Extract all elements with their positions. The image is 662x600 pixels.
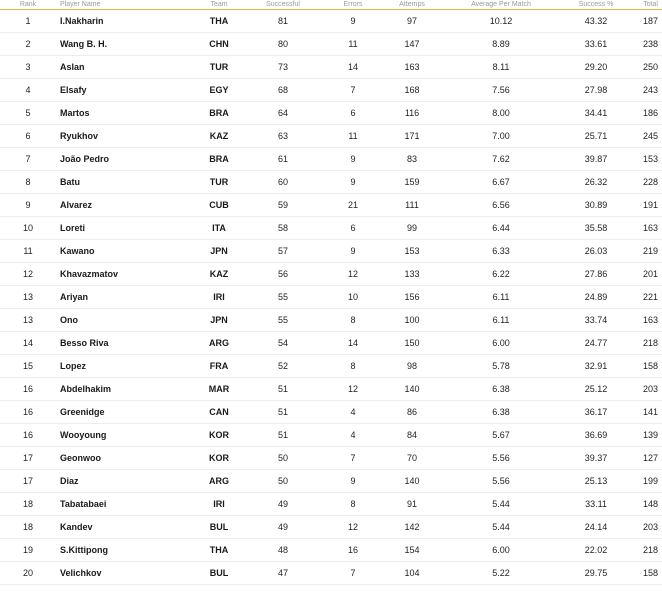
cell-successful: 48	[244, 539, 322, 562]
cell-player-name: Loreti	[56, 217, 194, 240]
cell-team: EGY	[194, 79, 244, 102]
cell-average-per-match: 6.00	[440, 539, 562, 562]
cell-attempts: 156	[384, 286, 440, 309]
cell-total: 158	[630, 355, 662, 378]
cell-rank: 19	[0, 539, 56, 562]
table-row[interactable]	[0, 401, 662, 424]
column-header-average-per-match[interactable]: Average Per Match	[440, 0, 562, 10]
cell-rank: 17	[0, 470, 56, 493]
cell-successful: 51	[244, 401, 322, 424]
cell-rank: 5	[0, 102, 56, 125]
cell-successful: 81	[244, 10, 322, 33]
cell-total: 219	[630, 240, 662, 263]
table-row[interactable]	[0, 171, 662, 194]
cell-team: MAR	[194, 378, 244, 401]
cell-success-pct: 27.86	[562, 263, 630, 286]
cell-total: 163	[630, 217, 662, 240]
cell-attempts: 140	[384, 378, 440, 401]
table-row[interactable]	[0, 194, 662, 217]
cell-errors: 11	[322, 125, 384, 148]
cell-player-name: Khavazmatov	[56, 263, 194, 286]
cell-success-pct: 29.75	[562, 562, 630, 585]
cell-rank: 8	[0, 171, 56, 194]
cell-player-name: Ryukhov	[56, 125, 194, 148]
cell-attempts: 100	[384, 309, 440, 332]
cell-player-name: Ono	[56, 309, 194, 332]
cell-rank: 14	[0, 332, 56, 355]
cell-attempts: 153	[384, 240, 440, 263]
cell-total: 228	[630, 171, 662, 194]
cell-average-per-match: 8.00	[440, 102, 562, 125]
cell-player-name: I.Nakharin	[56, 10, 194, 33]
cell-successful: 57	[244, 240, 322, 263]
cell-errors: 4	[322, 424, 384, 447]
cell-successful: 80	[244, 33, 322, 56]
table-row[interactable]	[0, 79, 662, 102]
cell-total: 187	[630, 10, 662, 33]
cell-success-pct: 36.17	[562, 401, 630, 424]
cell-team: IRI	[194, 493, 244, 516]
cell-successful: 54	[244, 332, 322, 355]
cell-team: KOR	[194, 424, 244, 447]
cell-rank: 10	[0, 217, 56, 240]
cell-success-pct: 39.37	[562, 447, 630, 470]
cell-rank: 16	[0, 401, 56, 424]
cell-successful: 51	[244, 424, 322, 447]
cell-attempts: 163	[384, 56, 440, 79]
cell-total: 201	[630, 263, 662, 286]
cell-team: TUR	[194, 56, 244, 79]
column-header-team[interactable]: Team	[194, 0, 244, 10]
column-header-attempts[interactable]: Attemps	[384, 0, 440, 10]
cell-successful: 55	[244, 309, 322, 332]
cell-attempts: 86	[384, 401, 440, 424]
cell-total: 191	[630, 194, 662, 217]
cell-total: 141	[630, 401, 662, 424]
cell-average-per-match: 6.38	[440, 378, 562, 401]
cell-errors: 12	[322, 516, 384, 539]
cell-rank: 13	[0, 286, 56, 309]
cell-success-pct: 25.71	[562, 125, 630, 148]
cell-team: CUB	[194, 194, 244, 217]
cell-rank: 4	[0, 79, 56, 102]
header-row	[0, 0, 662, 10]
cell-team: BRA	[194, 102, 244, 125]
cell-team: FRA	[194, 355, 244, 378]
cell-successful: 55	[244, 286, 322, 309]
cell-errors: 9	[322, 10, 384, 33]
cell-attempts: 99	[384, 217, 440, 240]
table-row[interactable]	[0, 562, 662, 585]
cell-attempts: 84	[384, 424, 440, 447]
cell-average-per-match: 6.11	[440, 309, 562, 332]
cell-team: ARG	[194, 470, 244, 493]
cell-success-pct: 27.98	[562, 79, 630, 102]
cell-successful: 64	[244, 102, 322, 125]
cell-average-per-match: 8.11	[440, 56, 562, 79]
cell-successful: 58	[244, 217, 322, 240]
cell-average-per-match: 5.56	[440, 447, 562, 470]
table-row[interactable]	[0, 355, 662, 378]
cell-total: 203	[630, 516, 662, 539]
cell-attempts: 159	[384, 171, 440, 194]
cell-average-per-match: 7.00	[440, 125, 562, 148]
cell-player-name: Tabatabaei	[56, 493, 194, 516]
cell-average-per-match: 6.38	[440, 401, 562, 424]
cell-team: KAZ	[194, 263, 244, 286]
cell-total: 139	[630, 424, 662, 447]
cell-attempts: 154	[384, 539, 440, 562]
cell-errors: 8	[322, 493, 384, 516]
cell-total: 199	[630, 470, 662, 493]
cell-total: 250	[630, 56, 662, 79]
cell-player-name: Lopez	[56, 355, 194, 378]
cell-total: 218	[630, 539, 662, 562]
cell-attempts: 70	[384, 447, 440, 470]
cell-rank: 15	[0, 355, 56, 378]
cell-successful: 51	[244, 378, 322, 401]
cell-average-per-match: 5.67	[440, 424, 562, 447]
cell-successful: 56	[244, 263, 322, 286]
cell-average-per-match: 6.22	[440, 263, 562, 286]
cell-success-pct: 29.20	[562, 56, 630, 79]
cell-success-pct: 36.69	[562, 424, 630, 447]
cell-average-per-match: 5.78	[440, 355, 562, 378]
table-row[interactable]	[0, 263, 662, 286]
cell-average-per-match: 7.56	[440, 79, 562, 102]
cell-attempts: 98	[384, 355, 440, 378]
cell-rank: 9	[0, 194, 56, 217]
cell-success-pct: 35.58	[562, 217, 630, 240]
cell-average-per-match: 5.56	[440, 470, 562, 493]
cell-success-pct: 25.13	[562, 470, 630, 493]
cell-team: THA	[194, 539, 244, 562]
cell-team: JPN	[194, 309, 244, 332]
cell-errors: 6	[322, 102, 384, 125]
cell-errors: 7	[322, 562, 384, 585]
table-row[interactable]	[0, 309, 662, 332]
cell-rank: 20	[0, 562, 56, 585]
table-header	[0, 0, 662, 10]
cell-successful: 47	[244, 562, 322, 585]
table-row[interactable]	[0, 102, 662, 125]
cell-success-pct: 33.11	[562, 493, 630, 516]
cell-errors: 9	[322, 240, 384, 263]
cell-success-pct: 30.89	[562, 194, 630, 217]
table-row[interactable]	[0, 125, 662, 148]
cell-player-name: Greenidge	[56, 401, 194, 424]
cell-total: 163	[630, 309, 662, 332]
cell-total: 127	[630, 447, 662, 470]
cell-attempts: 97	[384, 10, 440, 33]
cell-success-pct: 39.87	[562, 148, 630, 171]
cell-errors: 7	[322, 447, 384, 470]
cell-errors: 6	[322, 217, 384, 240]
cell-successful: 61	[244, 148, 322, 171]
column-header-successful[interactable]: Successful	[244, 0, 322, 10]
cell-success-pct: 26.32	[562, 171, 630, 194]
column-header-rank[interactable]: Rank	[0, 0, 56, 10]
cell-average-per-match: 6.11	[440, 286, 562, 309]
cell-success-pct: 24.89	[562, 286, 630, 309]
cell-successful: 50	[244, 447, 322, 470]
cell-team: KOR	[194, 447, 244, 470]
cell-success-pct: 22.02	[562, 539, 630, 562]
cell-player-name: Alvarez	[56, 194, 194, 217]
cell-rank: 6	[0, 125, 56, 148]
cell-successful: 60	[244, 171, 322, 194]
cell-successful: 68	[244, 79, 322, 102]
table-row[interactable]	[0, 10, 662, 33]
cell-errors: 4	[322, 401, 384, 424]
table-row[interactable]	[0, 493, 662, 516]
cell-player-name: Wang B. H.	[56, 33, 194, 56]
cell-errors: 16	[322, 539, 384, 562]
cell-attempts: 168	[384, 79, 440, 102]
cell-total: 238	[630, 33, 662, 56]
cell-successful: 49	[244, 493, 322, 516]
cell-rank: 16	[0, 378, 56, 401]
cell-average-per-match: 8.89	[440, 33, 562, 56]
table-row[interactable]	[0, 424, 662, 447]
cell-total: 245	[630, 125, 662, 148]
cell-player-name: Diaz	[56, 470, 194, 493]
table-row[interactable]	[0, 148, 662, 171]
cell-success-pct: 32.91	[562, 355, 630, 378]
cell-team: BRA	[194, 148, 244, 171]
cell-team: CAN	[194, 401, 244, 424]
cell-rank: 18	[0, 516, 56, 539]
cell-success-pct: 33.61	[562, 33, 630, 56]
cell-attempts: 104	[384, 562, 440, 585]
cell-total: 186	[630, 102, 662, 125]
cell-success-pct: 24.14	[562, 516, 630, 539]
table-row[interactable]	[0, 332, 662, 355]
cell-attempts: 147	[384, 33, 440, 56]
cell-errors: 8	[322, 355, 384, 378]
cell-rank: 17	[0, 447, 56, 470]
cell-player-name: S.Kittipong	[56, 539, 194, 562]
cell-team: BUL	[194, 562, 244, 585]
cell-rank: 12	[0, 263, 56, 286]
table-row[interactable]	[0, 33, 662, 56]
cell-average-per-match: 7.62	[440, 148, 562, 171]
cell-attempts: 83	[384, 148, 440, 171]
cell-rank: 13	[0, 309, 56, 332]
table-row[interactable]	[0, 217, 662, 240]
cell-errors: 9	[322, 470, 384, 493]
cell-team: TUR	[194, 171, 244, 194]
cell-success-pct: 24.77	[562, 332, 630, 355]
cell-player-name: João Pedro	[56, 148, 194, 171]
cell-rank: 11	[0, 240, 56, 263]
table-row[interactable]	[0, 286, 662, 309]
column-header-success-pct[interactable]: Success %	[562, 0, 630, 10]
cell-player-name: Ariyan	[56, 286, 194, 309]
cell-errors: 12	[322, 378, 384, 401]
cell-player-name: Velichkov	[56, 562, 194, 585]
cell-player-name: Wooyoung	[56, 424, 194, 447]
cell-average-per-match: 6.44	[440, 217, 562, 240]
cell-team: KAZ	[194, 125, 244, 148]
cell-total: 243	[630, 79, 662, 102]
table-row[interactable]	[0, 447, 662, 470]
cell-attempts: 142	[384, 516, 440, 539]
cell-average-per-match: 5.44	[440, 516, 562, 539]
table-row[interactable]	[0, 539, 662, 562]
cell-errors: 9	[322, 148, 384, 171]
cell-player-name: Aslan	[56, 56, 194, 79]
table-body	[0, 10, 662, 585]
cell-attempts: 133	[384, 263, 440, 286]
cell-errors: 10	[322, 286, 384, 309]
cell-attempts: 111	[384, 194, 440, 217]
table-row[interactable]	[0, 56, 662, 79]
cell-team: JPN	[194, 240, 244, 263]
cell-player-name: Geonwoo	[56, 447, 194, 470]
table-row[interactable]	[0, 378, 662, 401]
cell-successful: 59	[244, 194, 322, 217]
table-row[interactable]	[0, 470, 662, 493]
cell-player-name: Kawano	[56, 240, 194, 263]
cell-successful: 52	[244, 355, 322, 378]
cell-player-name: Batu	[56, 171, 194, 194]
cell-total: 153	[630, 148, 662, 171]
cell-total: 218	[630, 332, 662, 355]
cell-team: THA	[194, 10, 244, 33]
cell-player-name: Elsafy	[56, 79, 194, 102]
cell-rank: 18	[0, 493, 56, 516]
cell-errors: 12	[322, 263, 384, 286]
cell-average-per-match: 6.67	[440, 171, 562, 194]
cell-average-per-match: 6.56	[440, 194, 562, 217]
column-header-total[interactable]: Total	[630, 0, 662, 10]
cell-rank: 7	[0, 148, 56, 171]
cell-attempts: 116	[384, 102, 440, 125]
table-row[interactable]	[0, 516, 662, 539]
cell-total: 158	[630, 562, 662, 585]
cell-errors: 9	[322, 171, 384, 194]
cell-rank: 1	[0, 10, 56, 33]
cell-attempts: 140	[384, 470, 440, 493]
cell-attempts: 171	[384, 125, 440, 148]
cell-success-pct: 25.12	[562, 378, 630, 401]
cell-errors: 14	[322, 332, 384, 355]
cell-attempts: 150	[384, 332, 440, 355]
cell-average-per-match: 5.44	[440, 493, 562, 516]
cell-success-pct: 43.32	[562, 10, 630, 33]
cell-rank: 3	[0, 56, 56, 79]
cell-total: 148	[630, 493, 662, 516]
cell-player-name: Kandev	[56, 516, 194, 539]
cell-player-name: Abdelhakim	[56, 378, 194, 401]
cell-team: ITA	[194, 217, 244, 240]
cell-errors: 21	[322, 194, 384, 217]
cell-success-pct: 33.74	[562, 309, 630, 332]
cell-team: ARG	[194, 332, 244, 355]
cell-errors: 7	[322, 79, 384, 102]
cell-errors: 8	[322, 309, 384, 332]
cell-team: BUL	[194, 516, 244, 539]
cell-successful: 50	[244, 470, 322, 493]
cell-team: IRI	[194, 286, 244, 309]
cell-rank: 16	[0, 424, 56, 447]
cell-success-pct: 34.41	[562, 102, 630, 125]
table-row[interactable]	[0, 240, 662, 263]
cell-average-per-match: 6.33	[440, 240, 562, 263]
cell-success-pct: 26.03	[562, 240, 630, 263]
cell-player-name: Besso Riva	[56, 332, 194, 355]
cell-player-name: Martos	[56, 102, 194, 125]
cell-average-per-match: 6.00	[440, 332, 562, 355]
column-header-player-name[interactable]: Player Name	[56, 0, 194, 10]
cell-team: CHN	[194, 33, 244, 56]
cell-errors: 14	[322, 56, 384, 79]
column-header-errors[interactable]: Errors	[322, 0, 384, 10]
cell-successful: 49	[244, 516, 322, 539]
cell-total: 221	[630, 286, 662, 309]
cell-total: 203	[630, 378, 662, 401]
cell-successful: 73	[244, 56, 322, 79]
cell-average-per-match: 5.22	[440, 562, 562, 585]
cell-attempts: 91	[384, 493, 440, 516]
cell-errors: 11	[322, 33, 384, 56]
cell-average-per-match: 10.12	[440, 10, 562, 33]
cell-rank: 2	[0, 33, 56, 56]
cell-successful: 63	[244, 125, 322, 148]
